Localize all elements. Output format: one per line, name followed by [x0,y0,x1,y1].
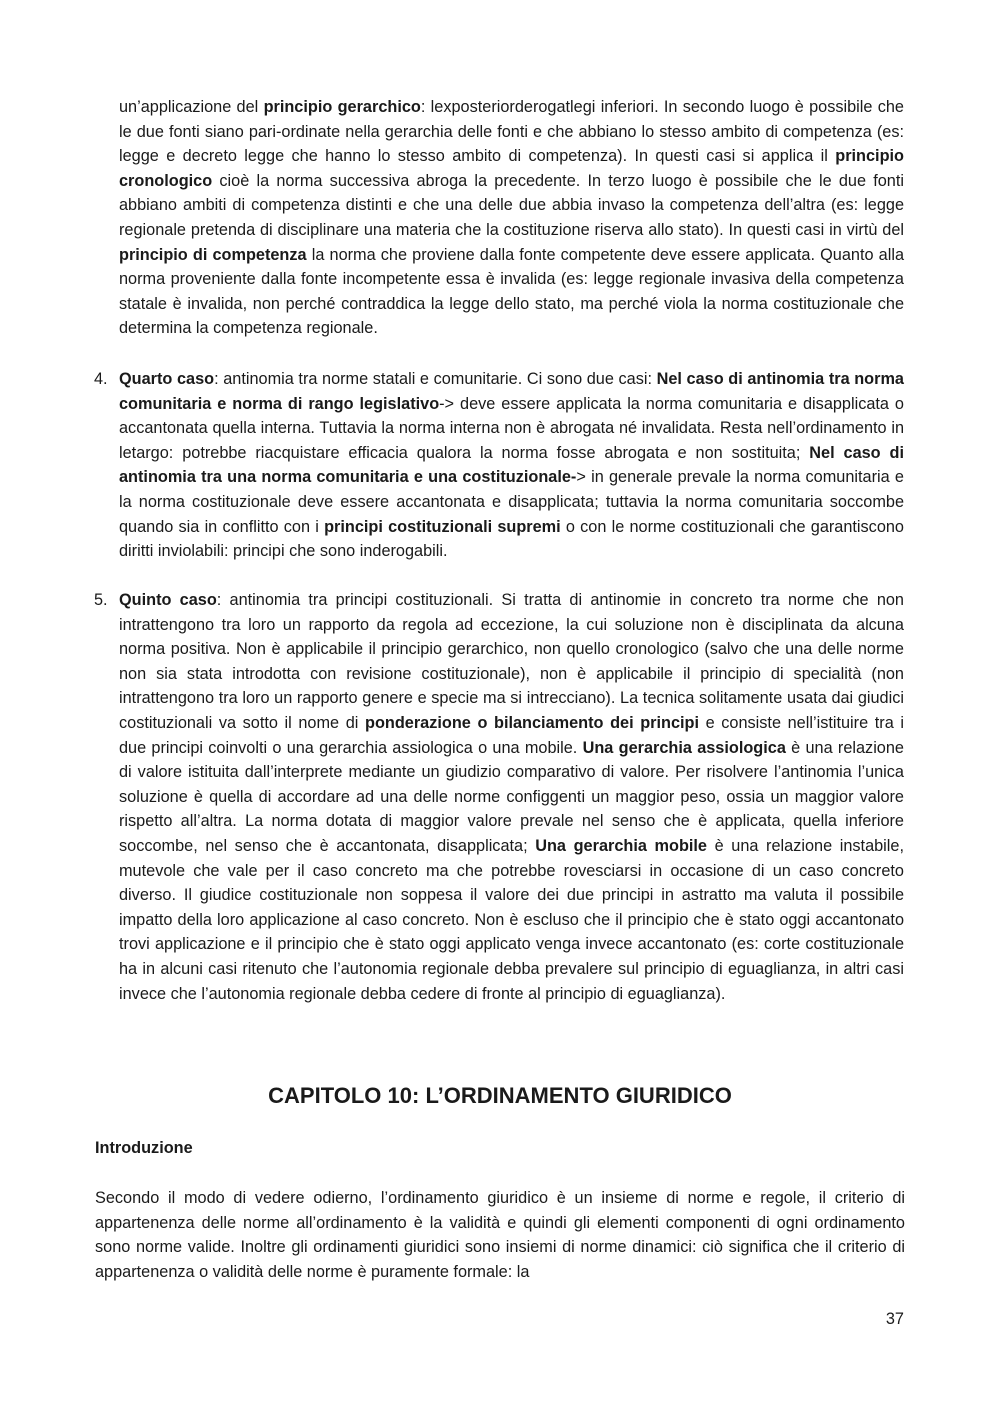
bold-term: Una gerarchia mobile [535,836,707,855]
bold-term: principi costituzionali supremi [324,517,561,536]
body-text: : antinomia tra principi costituzionali. Si tratta di antinomie in concreto tra norme che non intrattengono tra loro un rapporto da regola ad eccezione, la cui soluzione non è disciplinata da alcuna norma positiva. Non è applicabile il principio gerarchico, non quello cronologico (salvo che una delle norme non sia stata introdotta con revisione costituzionale), non è applicabile il principio di specialità (non intrattengono tra loro un rapporto genere e specie ma si intrecciano). La tecnica solitamente usata dai giudici costituzionali va sotto il nome di [119,591,904,732]
body-text: > in generale prevale la norma comunitaria e la norma costituzionale deve essere accantonata e disapplicata; tuttavia la norma comunitaria soccombe quando sia in conflitto con i [119,468,904,536]
bold-term: Nel caso di antinomia tra norma comunitaria e norma di rango legislativo [119,370,904,413]
chapter-title: CAPITOLO 10: L’ORDINAMENTO GIURIDICO [268,1083,732,1108]
body-text: un’applicazione del [119,98,264,116]
bold-term: principio gerarchico [263,98,421,116]
body-text: cioè la norma successiva abroga la precedente. In terzo luogo è possibile che le due fonti abbiano ambiti di competenza distinti e che una delle due abbia invaso la competenza dell’altra (es: legge regionale pretenda di disciplinare una materia che la costituzione riserva allo stato). In questi casi in virtù del [119,171,904,239]
body-text: è una relazione instabile, mutevole che vale per il caso concreto ma che potrebbe rovesciarsi in occasione di un caso concreto diverso. Il giudice costituzionale non soppesa il valore dei due principi in astratto ma valuta il possibile impatto della loro applicazione al caso concreto. Non è escluso che il principio che è stato oggi accantonato trovi applicazione e il principio che è stato oggi applicato venga invece accantonato (es: corte costituzionale ha in alcuni casi ritenuto che l’autonomia regionale debba prevalere sul principio di eguaglianza, in altri casi invece che l’autonomia regionale debba cedere di fronte al principio di eguaglianza). [119,836,904,1003]
list-number: 4. [94,370,108,388]
body-text: -> deve essere applicata la norma comunitaria e disapplicata o accantonata quella interna. Tuttavia la norma interna non è abrogata né invalidata. Resta nell’ordinamento in letargo: potrebbe riacquistare efficacia qualora la norma fosse abrogata e non sostituita; [119,394,904,462]
body-text: : lexposteriorderogatlegi inferiori. In secondo luogo è possibile che le due fonti siano pari-ordinate nella gerarchia delle fonti e che abbiano lo stesso ambito di competenza (es: legge e decreto legge che hanno lo stesso ambito di competenza). In questi casi si applica il [119,98,904,166]
section-heading: Introduzione [95,1139,193,1157]
list-item-3-continuation [119,95,904,341]
list-item-5 [94,588,904,1006]
bold-term: ponderazione o bilanciamento dei principi [365,713,700,732]
page-number: 37 [885,1310,904,1328]
bold-term: Nel caso di antinomia tra una norma comunitaria e una costituzionale- [119,443,904,487]
body-text: la norma che proviene dalla fonte competente deve essere applicata. Quanto alla norma proveniente dalla fonte incompetente essa è invalida (es: legge regionale invasiva della competenza statale è invalida, non perché contraddica la legge dello stato, ma perché viola la norma costituzionale che determina la competenza regionale. [119,245,904,338]
bold-term: Quarto caso [119,370,215,388]
bold-term: Una gerarchia assiologica [582,738,786,757]
body-text: è una relazione di valore istituita dall’interprete mediante un giudizio comparativo di valore. Per risolvere l’antinomia l’unica soluzione è quella di accordare ad una delle norme configgenti un maggior peso, ossia un maggior valore rispetto all’altra. La norma dotata di maggior valore prevale nel senso che è applicata, quella inferiore soccombe, nel senso che è accantonata, disapplicata; [119,738,904,855]
bold-term: principio cronologico [119,147,904,190]
bold-term: principio di competenza [119,245,307,264]
body-text: o con le norme costituzionali che garantiscono diritti inviolabili: principi che sono inderogabili. [119,517,904,561]
list-item-4 [94,367,904,564]
intro-paragraph: Secondo il modo di vedere odierno, l’ordinamento giuridico è un insieme di norme e regole, il criterio di appartenenza delle norme all’ordinamento è la validità e quindi gli elementi componenti di ogni ordinamento sono norme valide. Inoltre gli ordinamenti giuridici sono insiemi di norme dinamici: ciò significa che il criterio di appartenenza o validità delle norme è puramente formale: la [95,1189,905,1281]
body-text: : antinomia tra norme statali e comunitarie. Ci sono due casi: [214,370,657,388]
list-number: 5. [94,591,108,609]
body-text: e consiste nell’istituire tra i due principi coinvolti o una gerarchia assiologica o una mobile. [119,713,904,757]
bold-term: Quinto caso [119,591,217,609]
